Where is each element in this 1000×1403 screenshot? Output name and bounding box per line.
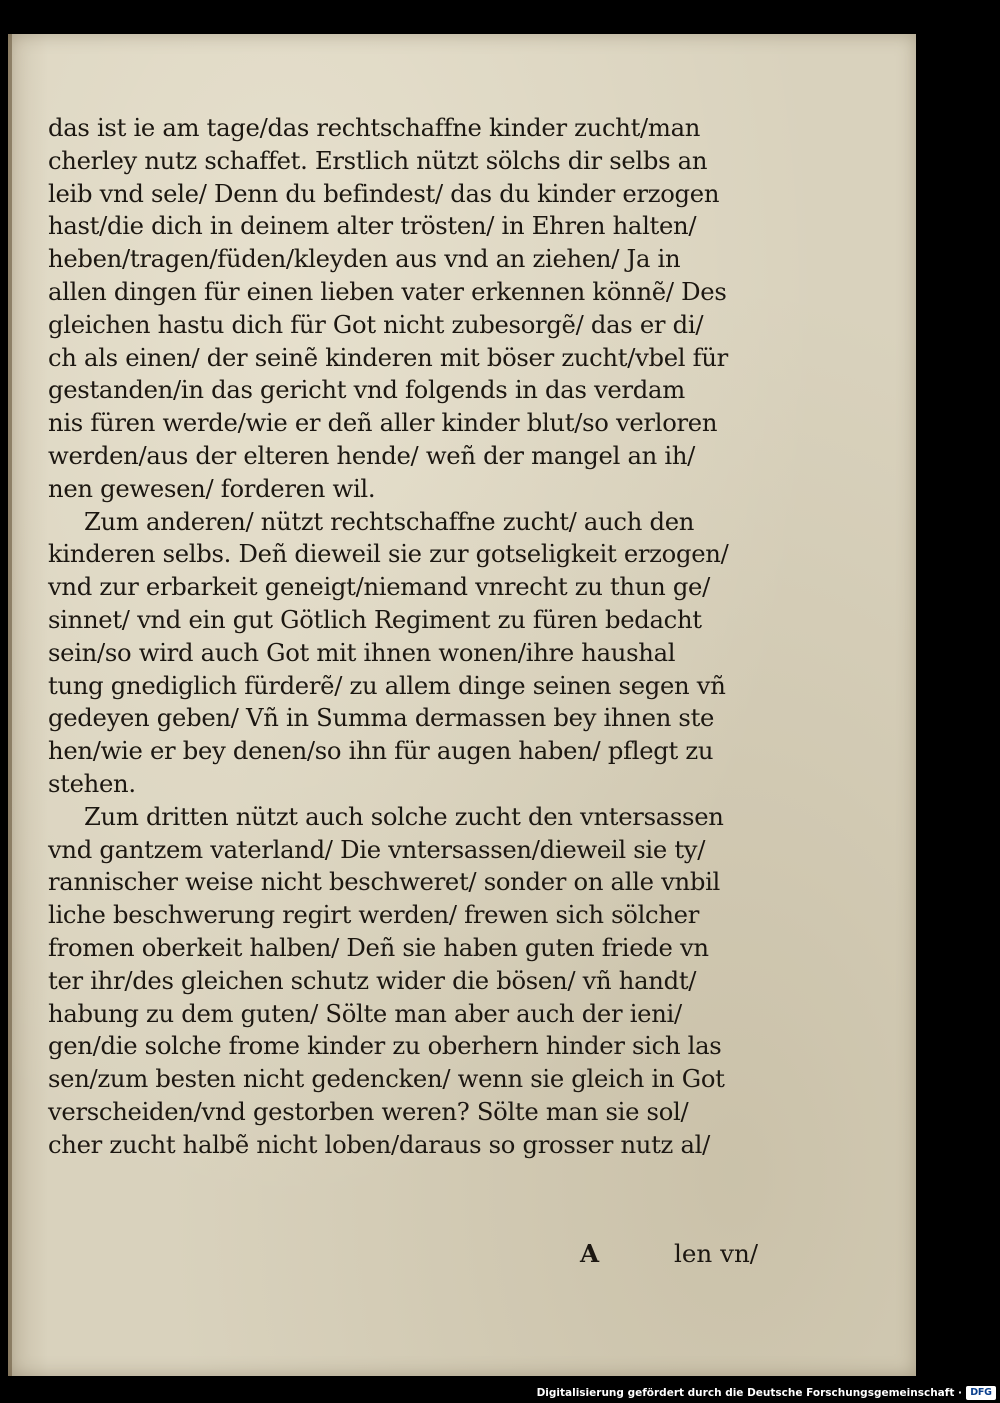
text-line: ter ihr/des gleichen schutz wider die bösen/ vñ handt/	[48, 965, 697, 995]
text-line: nis füren werde/wie er deñ aller kinder blut/so verloren	[48, 408, 718, 438]
text-line: leib vnd sele/ Denn du befindest/ das du kinder erzogen	[48, 178, 720, 208]
text-line: liche beschwerung regirt werden/ frewen sich sölcher	[48, 900, 700, 930]
text-line: hen/wie er bey denen/so ihn für augen haben/ pflegt zu	[48, 736, 714, 766]
text-line: sen/zum besten nicht gedencken/ wenn sie gleich in Got	[48, 1064, 725, 1094]
text-line: sein/so wird auch Got mit ihnen wonen/ihre haushal	[48, 637, 676, 667]
book-page	[8, 34, 916, 1376]
funding-credit: Digitalisierung gefördert durch die Deutsche Forschungsgemeinschaft ·	[536, 1387, 962, 1399]
text-line: gestanden/in das gericht vnd folgends in das verdam	[48, 375, 685, 405]
text-line: cherley nutz schaffet. Erstlich nützt sölchs dir selbs an	[48, 145, 708, 175]
text-line: gen/die solche frome kinder zu oberhern hinder sich las	[48, 1031, 722, 1061]
text-line: verscheiden/vnd gestorben weren? Sölte man sie sol/	[48, 1096, 689, 1126]
text-line: allen dingen für einen lieben vater erkennen könnẽ/ Des	[48, 276, 727, 306]
text-line: heben/tragen/füden/kleyden aus vnd an ziehen/ Ja in	[48, 244, 681, 274]
text-line: nen gewesen/ forderen wil.	[48, 473, 376, 503]
text-line: vnd zur erbarkeit geneigt/niemand vnrecht zu thun ge/	[48, 572, 710, 602]
text-line: tung gnediglich fürderẽ/ zu allem dinge seinen segen vñ	[48, 670, 726, 700]
text-line: Zum anderen/ nützt rechtschaffne zucht/ auch den	[84, 506, 695, 536]
dfg-logo: DFG	[966, 1386, 996, 1400]
text-line: cher zucht halbẽ nicht loben/daraus so grosser nutz al/	[48, 1129, 710, 1159]
text-line: werden/aus der elteren hende/ weñ der mangel an ih/	[48, 440, 696, 470]
body-text	[48, 112, 798, 1162]
text-line: das ist ie am tage/das rechtschaffne kinder zucht/man	[48, 113, 701, 142]
text-line: fromen oberkeit halben/ Deñ sie haben guten friede vn	[48, 932, 709, 962]
text-line: gleichen hastu dich für Got nicht zubesorgẽ/ das er di/	[48, 309, 704, 339]
text-line: hast/die dich in deinem alter trösten/ in Ehren halten/	[48, 211, 697, 241]
page-footer-marks	[48, 1237, 788, 1271]
text-line: vnd gantzem vaterland/ Die vntersassen/dieweil sie ty/	[48, 834, 706, 864]
text-line: stehen.	[48, 768, 136, 798]
text-line: ch als einen/ der seinẽ kinderen mit böser zucht/vbel für	[48, 342, 728, 372]
text-line: rannischer weise nicht beschweret/ sonder on alle vnbil	[48, 867, 721, 897]
text-line: kinderen selbs. Deñ dieweil sie zur gotseligkeit erzogen/	[48, 539, 729, 569]
text-line: gedeyen geben/ Vñ in Summa dermassen bey ihnen ste	[48, 703, 715, 733]
text-line: Zum dritten nützt auch solche zucht den vntersassen	[84, 801, 724, 831]
text-line: habung zu dem guten/ Sölte man aber auch der ieni/	[48, 998, 682, 1028]
catchword: len vn/	[674, 1239, 759, 1268]
text-line: sinnet/ vnd ein gut Götlich Regiment zu füren bedacht	[48, 604, 702, 634]
signature-mark: A	[580, 1239, 600, 1268]
